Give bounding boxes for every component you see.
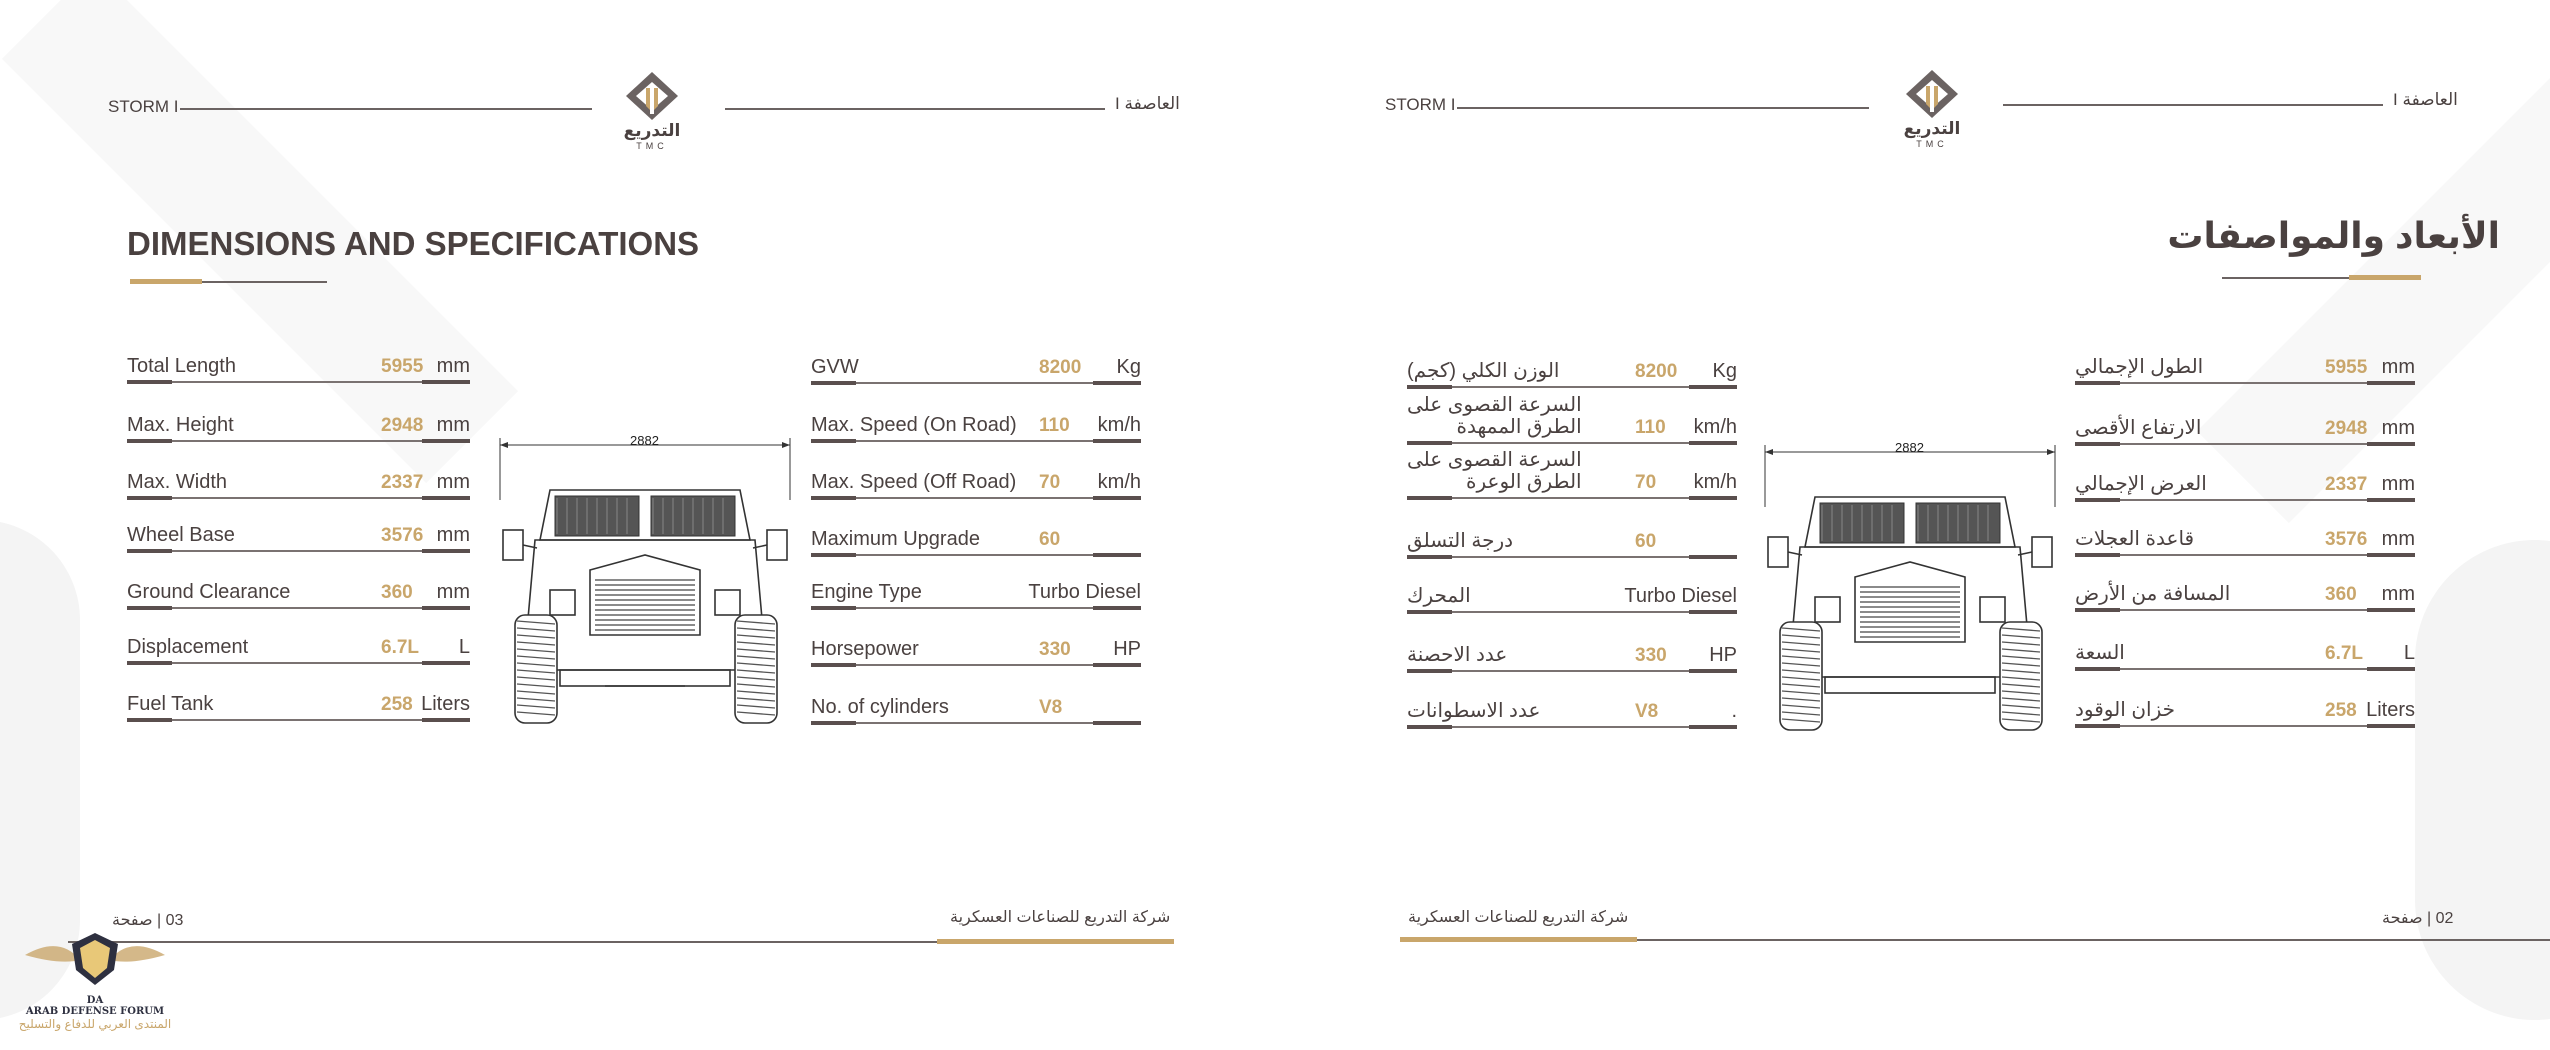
company-logo <box>612 70 692 170</box>
spec-value: 360 <box>2325 584 2357 605</box>
spec-value: 2337 <box>2325 474 2368 495</box>
spec-rule-accent <box>422 661 470 665</box>
spec-value: 258 <box>381 694 413 715</box>
spec-row <box>2075 693 2415 727</box>
header-model-arabic: العاصفة I <box>1115 94 1180 113</box>
spec-rule-accent <box>1093 663 1141 667</box>
spec-unit: L <box>2403 642 2415 664</box>
logo-mark-icon <box>1904 68 1960 120</box>
logo-arabic-name: التدريع <box>1903 119 1961 138</box>
spec-value: 60 <box>1635 531 1657 552</box>
spec-label: Horsepower <box>811 638 919 660</box>
logo-english-name: TMC <box>1916 139 1948 149</box>
spec-unit: L <box>458 636 470 658</box>
spec-unit: mm <box>436 414 470 436</box>
background-watermark <box>2415 540 2550 1020</box>
company-logo <box>1892 68 1972 168</box>
logo-mark-icon <box>624 70 680 122</box>
spec-rule-accent <box>1689 496 1737 500</box>
spec-label: Engine Type <box>811 581 922 603</box>
spec-rule <box>1407 386 1737 388</box>
spec-rule <box>2075 554 2415 556</box>
spec-rule <box>2075 443 2415 445</box>
spec-unit: mm <box>436 471 470 493</box>
spec-label: السعة <box>2075 642 2125 664</box>
spec-label: Fuel Tank <box>127 693 214 715</box>
spec-label: المحرك <box>1407 585 1471 607</box>
spec-row <box>127 408 470 442</box>
spec-unit: mm <box>2381 583 2415 605</box>
spec-label: عدد الاسطوانات <box>1407 700 1541 722</box>
spec-row <box>2075 522 2415 556</box>
footer-accent <box>1400 937 1637 942</box>
header-rule <box>725 108 1105 110</box>
spec-rule-accent <box>1093 496 1141 500</box>
spec-value: 5955 <box>2325 357 2368 378</box>
spec-value: 2948 <box>381 415 424 436</box>
spec-row <box>2075 411 2415 445</box>
vehicle-front-drawing <box>495 430 795 730</box>
spec-row <box>1407 579 1737 613</box>
spec-label: Max. Height <box>127 414 234 436</box>
spec-unit: mm <box>436 355 470 377</box>
title-accent <box>2349 275 2421 280</box>
spec-value: 3576 <box>381 525 424 546</box>
logo-arabic-name: التدريع <box>623 121 681 140</box>
spec-label: Max. Width <box>127 471 228 493</box>
spec-rule <box>2075 609 2415 611</box>
spec-rule <box>811 440 1141 442</box>
spec-rule-accent <box>1689 385 1737 389</box>
spec-rule-accent <box>2075 442 2120 446</box>
spec-rule-accent <box>2075 667 2120 671</box>
spec-rule-accent <box>1093 606 1141 610</box>
spec-rule <box>1407 497 1737 499</box>
spec-value: V8 <box>1635 701 1659 722</box>
page-title: DIMENSIONS AND SPECIFICATIONS <box>127 225 700 262</box>
spec-rule <box>811 382 1141 384</box>
spec-rule-accent <box>1689 441 1737 445</box>
spec-rule <box>811 722 1141 724</box>
spec-rule-accent <box>422 606 470 610</box>
spec-rule <box>127 550 470 552</box>
spec-row <box>811 632 1141 666</box>
spec-value: 8200 <box>1635 361 1678 382</box>
spec-rule-accent <box>2367 442 2415 446</box>
spec-value: 6.7L <box>2325 643 2364 664</box>
spec-rule-accent <box>811 663 856 667</box>
spec-rule <box>1407 670 1737 672</box>
spec-unit: mm <box>2381 356 2415 378</box>
forum-name-arabic: المنتدى العربي للدفاع والتسليح <box>18 1017 172 1031</box>
spec-rule-accent <box>1407 610 1452 614</box>
spec-unit: km/h <box>1693 471 1737 493</box>
spec-row <box>1407 524 1737 558</box>
spec-value: V8 <box>1039 697 1063 718</box>
vehicle-front-drawing <box>1760 437 2060 737</box>
spec-row <box>127 687 470 721</box>
spec-label: المسافة من الأرض <box>2075 583 2231 605</box>
spec-rule-accent <box>127 661 172 665</box>
spec-row <box>811 690 1141 724</box>
spec-rule-accent <box>2367 608 2415 612</box>
spec-label: درجة التسلق <box>1407 530 1514 552</box>
spec-rule-accent <box>127 549 172 553</box>
spec-row <box>127 575 470 609</box>
spec-row <box>127 349 470 383</box>
header-model: STORM I <box>1385 95 1456 114</box>
spec-value: 5955 <box>381 356 424 377</box>
spec-label: Wheel Base <box>127 524 235 546</box>
spec-rule-accent <box>2075 381 2120 385</box>
spec-label: قاعدة العجلات <box>2075 528 2195 550</box>
spec-label: No. of cylinders <box>811 696 949 718</box>
spec-row <box>811 465 1141 499</box>
spec-rule <box>2075 499 2415 501</box>
spec-row <box>811 575 1141 609</box>
spec-rule-accent <box>1093 721 1141 725</box>
spec-value: 330 <box>1635 645 1667 666</box>
spec-unit: Kg <box>1712 360 1737 382</box>
spec-value: 2337 <box>381 472 424 493</box>
spec-row <box>2075 467 2415 501</box>
spec-rule-accent <box>127 496 172 500</box>
spec-rule-accent <box>2367 498 2415 502</box>
spec-rule-accent <box>2367 724 2415 728</box>
spec-value: 330 <box>1039 639 1071 660</box>
spec-row <box>2075 577 2415 611</box>
forum-watermark <box>15 930 175 1031</box>
spec-rule-accent <box>127 380 172 384</box>
footer-page-number: 03 | صفحة <box>112 912 184 929</box>
spec-row <box>2075 350 2415 384</box>
spec-label: GVW <box>811 356 859 378</box>
spec-rule <box>1407 556 1737 558</box>
spec-row <box>811 350 1141 384</box>
spec-rule-accent <box>811 439 856 443</box>
spec-rule-accent <box>1689 555 1737 559</box>
spec-unit: mm <box>436 524 470 546</box>
header-model-arabic: العاصفة I <box>2393 90 2458 109</box>
spec-label: العرض الإجمالي <box>2075 473 2207 495</box>
spec-rule <box>2075 668 2415 670</box>
forum-badge: DA <box>86 995 104 1006</box>
spec-unit: HP <box>1709 644 1737 666</box>
spec-label: الوزن الكلي (كجم) <box>1407 360 1560 382</box>
footer-company: شركة التدريع للصناعات العسكرية <box>950 909 1171 926</box>
spec-unit: Turbo Diesel <box>1028 581 1141 603</box>
spec-row <box>127 630 470 664</box>
forum-emblem-icon <box>20 930 170 990</box>
spec-rule-accent <box>2075 608 2120 612</box>
spec-unit: HP <box>1113 638 1141 660</box>
spec-row <box>1407 392 1737 444</box>
spec-label: الارتفاع الأقصى <box>2075 417 2202 439</box>
header-rule <box>1457 107 1869 109</box>
spec-rule-accent <box>1093 381 1141 385</box>
dimension-width-label: 2882 <box>1895 440 1924 455</box>
spec-unit: km/h <box>1097 414 1141 436</box>
spec-rule-accent <box>127 718 172 722</box>
spec-rule-accent <box>1407 496 1452 500</box>
spec-unit: Liters <box>2366 699 2415 721</box>
spec-rule <box>127 497 470 499</box>
spec-row <box>811 408 1141 442</box>
spec-rule-accent <box>422 496 470 500</box>
spec-row <box>1407 447 1737 499</box>
spec-rule-accent <box>2075 553 2120 557</box>
spec-row <box>1407 354 1737 388</box>
spec-rule-accent <box>1407 441 1452 445</box>
spec-rule-accent <box>2367 667 2415 671</box>
spec-rule-accent <box>1689 610 1737 614</box>
spec-rule-accent <box>811 496 856 500</box>
spec-rule <box>127 381 470 383</box>
logo-english-name: TMC <box>636 141 668 151</box>
footer-page-number: 02 | صفحة <box>2382 910 2454 927</box>
spec-rule-accent <box>2075 498 2120 502</box>
spec-unit: mm <box>2381 417 2415 439</box>
spec-rule-accent <box>422 380 470 384</box>
spec-row <box>811 522 1141 556</box>
spec-value: 70 <box>1635 472 1657 493</box>
spec-rule-accent <box>1407 385 1452 389</box>
spec-label: Total Length <box>127 355 236 377</box>
spec-row <box>127 518 470 552</box>
spec-unit: mm <box>2381 473 2415 495</box>
spec-value: 8200 <box>1039 357 1082 378</box>
spec-rule-accent <box>1407 555 1452 559</box>
spec-unit: km/h <box>1693 416 1737 438</box>
spec-row <box>2075 636 2415 670</box>
spec-rule-accent <box>422 549 470 553</box>
spec-rule <box>127 662 470 664</box>
title-accent <box>130 279 202 284</box>
spec-label: Maximum Upgrade <box>811 528 980 550</box>
spec-rule-accent <box>1093 553 1141 557</box>
page-title: الأبعاد والمواصفات <box>2167 215 2500 256</box>
spec-label: السرعة القصوى على الطرق الممهدة <box>1407 394 1582 438</box>
spec-rule <box>1407 611 1737 613</box>
spec-rule <box>2075 382 2415 384</box>
spec-label: الطول الإجمالي <box>2075 356 2204 378</box>
spec-value: 70 <box>1039 472 1061 493</box>
spec-value: 110 <box>1039 415 1070 436</box>
spec-rule <box>127 719 470 721</box>
spec-unit: mm <box>436 581 470 603</box>
spec-rule <box>2075 725 2415 727</box>
spec-rule-accent <box>811 606 856 610</box>
spec-rule <box>1407 726 1737 728</box>
spec-value: 110 <box>1635 417 1666 438</box>
right-page <box>1275 0 2550 1050</box>
spec-rule-accent <box>1407 725 1452 729</box>
spec-rule-accent <box>1093 439 1141 443</box>
spec-rule <box>811 497 1141 499</box>
spec-rule-accent <box>811 553 856 557</box>
vehicle-icon <box>495 430 795 730</box>
spec-row <box>1407 638 1737 672</box>
spec-rule-accent <box>422 439 470 443</box>
spec-label: عدد الاحصنة <box>1407 644 1508 666</box>
footer-accent <box>937 939 1174 944</box>
spec-rule <box>811 554 1141 556</box>
spec-value: 360 <box>381 582 413 603</box>
spec-value: 2948 <box>2325 418 2368 439</box>
spec-row <box>1407 694 1737 728</box>
spec-rule <box>127 440 470 442</box>
spec-label: Max. Speed (Off Road) <box>811 471 1017 493</box>
spec-rule-accent <box>1689 669 1737 673</box>
spec-rule-accent <box>2367 381 2415 385</box>
spec-rule <box>811 607 1141 609</box>
spec-rule-accent <box>422 718 470 722</box>
spec-unit: Kg <box>1116 356 1141 378</box>
spec-rule-accent <box>127 439 172 443</box>
spec-rule <box>811 664 1141 666</box>
spec-value: 6.7L <box>381 637 420 658</box>
spec-value: 3576 <box>2325 529 2368 550</box>
spec-rule-accent <box>127 606 172 610</box>
spec-unit: Turbo Diesel <box>1624 585 1737 607</box>
spec-rule-accent <box>811 381 856 385</box>
header-model: STORM I <box>108 97 179 116</box>
spec-unit: mm <box>2381 528 2415 550</box>
header-rule <box>180 108 592 110</box>
footer-company: شركة التدريع للصناعات العسكرية <box>1408 909 1629 926</box>
spec-rule-accent <box>2367 553 2415 557</box>
vehicle-icon <box>1760 437 2060 737</box>
spec-label: Displacement <box>127 636 249 658</box>
spec-rule-accent <box>1689 725 1737 729</box>
spec-rule-accent <box>2075 724 2120 728</box>
forum-name: ARAB DEFENSE FORUM <box>25 1006 165 1017</box>
spec-unit: . <box>1731 700 1737 722</box>
spec-unit: km/h <box>1097 471 1141 493</box>
dimension-width-label: 2882 <box>630 433 659 448</box>
spec-label: خزان الوقود <box>2075 699 2175 721</box>
spec-row <box>127 465 470 499</box>
spec-label: Ground Clearance <box>127 581 291 603</box>
spec-value: 258 <box>2325 700 2357 721</box>
spec-unit: Liters <box>421 693 470 715</box>
spec-value: 60 <box>1039 529 1061 550</box>
spec-label: Max. Speed (On Road) <box>811 414 1017 436</box>
spec-rule <box>1407 442 1737 444</box>
spec-rule-accent <box>1407 669 1452 673</box>
spec-rule-accent <box>811 721 856 725</box>
spec-label: السرعة القصوى على الطرق الوعرة <box>1407 449 1582 493</box>
spec-rule <box>127 607 470 609</box>
header-rule <box>2003 104 2383 106</box>
